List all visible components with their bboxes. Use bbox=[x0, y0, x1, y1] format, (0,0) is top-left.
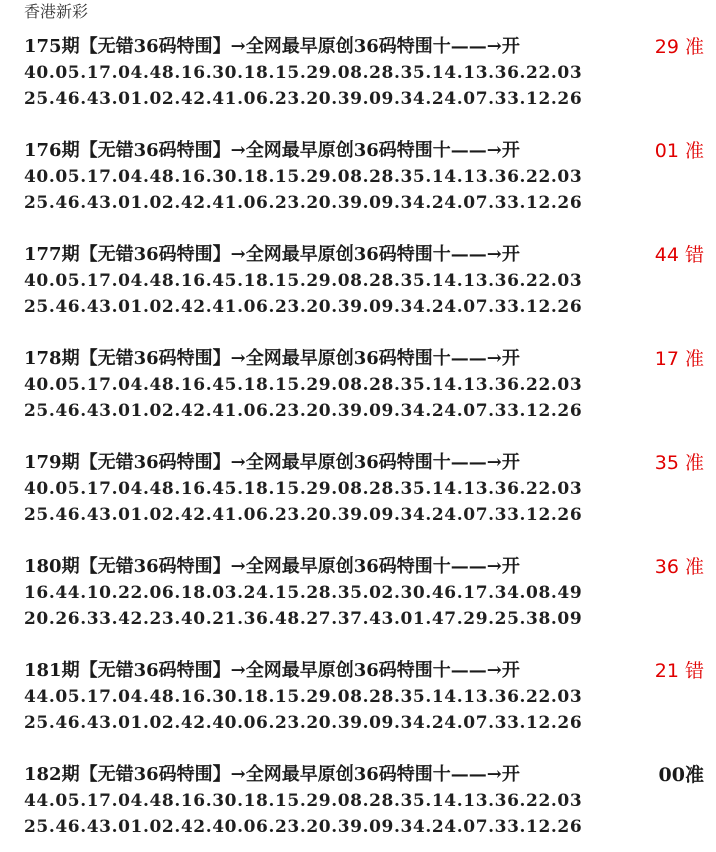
entry-title: 179期【无错36码特围】→全网最早原创36码特围十——→开 bbox=[24, 452, 520, 473]
number-row: 40.05.17.04.48.16.30.18.15.29.08.28.35.14.13.36.22.03 bbox=[24, 167, 583, 187]
result-label: 00准 bbox=[658, 764, 704, 786]
entry-title: 175期【无错36码特围】→全网最早原创36码特围十——→开 bbox=[24, 36, 520, 57]
result-label: 36 准 bbox=[654, 556, 704, 578]
number-row: 25.46.43.01.02.42.40.06.23.20.39.09.34.24.07.33.12.26 bbox=[24, 817, 583, 837]
number-row: 40.05.17.04.48.16.30.18.15.29.08.28.35.14.13.36.22.03 bbox=[24, 63, 583, 83]
entry-title: 176期【无错36码特围】→全网最早原创36码特围十——→开 bbox=[24, 140, 520, 161]
entry-title-row bbox=[24, 242, 704, 268]
number-row: 16.44.10.22.06.18.03.24.15.28.35.02.30.46.17.34.08.49 bbox=[24, 583, 583, 603]
number-row: 40.05.17.04.48.16.45.18.15.29.08.28.35.14.13.36.22.03 bbox=[24, 479, 583, 499]
entry-title-row bbox=[24, 762, 704, 788]
prediction-entry bbox=[24, 346, 704, 450]
number-row: 25.46.43.01.02.42.41.06.23.20.39.09.34.24.07.33.12.26 bbox=[24, 505, 583, 525]
number-row: 25.46.43.01.02.42.41.06.23.20.39.09.34.24.07.33.12.26 bbox=[24, 193, 583, 213]
number-row: 40.05.17.04.48.16.45.18.15.29.08.28.35.14.13.36.22.03 bbox=[24, 271, 583, 291]
number-row: 25.46.43.01.02.42.40.06.23.20.39.09.34.24.07.33.12.26 bbox=[24, 713, 583, 733]
prediction-entry bbox=[24, 554, 704, 658]
result-label: 01 准 bbox=[654, 140, 704, 162]
entry-title-row bbox=[24, 450, 704, 476]
entry-title-row bbox=[24, 138, 704, 164]
result-label: 17 准 bbox=[654, 348, 704, 370]
entry-title-row bbox=[24, 658, 704, 684]
result-label: 29 准 bbox=[654, 36, 704, 58]
prediction-list bbox=[24, 34, 704, 852]
entry-title: 181期【无错36码特围】→全网最早原创36码特围十——→开 bbox=[24, 660, 520, 681]
prediction-entry bbox=[24, 658, 704, 762]
entry-title: 178期【无错36码特围】→全网最早原创36码特围十——→开 bbox=[24, 348, 520, 369]
entry-title: 177期【无错36码特围】→全网最早原创36码特围十——→开 bbox=[24, 244, 520, 265]
number-row: 44.05.17.04.48.16.30.18.15.29.08.28.35.14.13.36.22.03 bbox=[24, 791, 583, 811]
brand-title: 香港新彩 bbox=[24, 2, 89, 21]
number-row: 20.26.33.42.23.40.21.36.48.27.37.43.01.47.29.25.38.09 bbox=[24, 609, 583, 629]
number-row: 25.46.43.01.02.42.41.06.23.20.39.09.34.24.07.33.12.26 bbox=[24, 89, 583, 109]
result-label: 35 准 bbox=[654, 452, 704, 474]
entry-title: 182期【无错36码特围】→全网最早原创36码特围十——→开 bbox=[24, 764, 520, 785]
number-row: 40.05.17.04.48.16.45.18.15.29.08.28.35.14.13.36.22.03 bbox=[24, 375, 583, 395]
prediction-entry bbox=[24, 762, 704, 852]
prediction-entry bbox=[24, 450, 704, 554]
prediction-entry bbox=[24, 138, 704, 242]
result-label: 44 错 bbox=[654, 244, 704, 266]
number-row: 25.46.43.01.02.42.41.06.23.20.39.09.34.24.07.33.12.26 bbox=[24, 297, 583, 317]
entry-title-row bbox=[24, 346, 704, 372]
number-row: 44.05.17.04.48.16.30.18.15.29.08.28.35.14.13.36.22.03 bbox=[24, 687, 583, 707]
prediction-entry bbox=[24, 242, 704, 346]
result-label: 21 错 bbox=[654, 660, 704, 682]
entry-title-row bbox=[24, 554, 704, 580]
number-row: 25.46.43.01.02.42.41.06.23.20.39.09.34.24.07.33.12.26 bbox=[24, 401, 583, 421]
entry-title: 180期【无错36码特围】→全网最早原创36码特围十——→开 bbox=[24, 556, 520, 577]
entry-title-row bbox=[24, 34, 704, 60]
prediction-entry bbox=[24, 34, 704, 138]
